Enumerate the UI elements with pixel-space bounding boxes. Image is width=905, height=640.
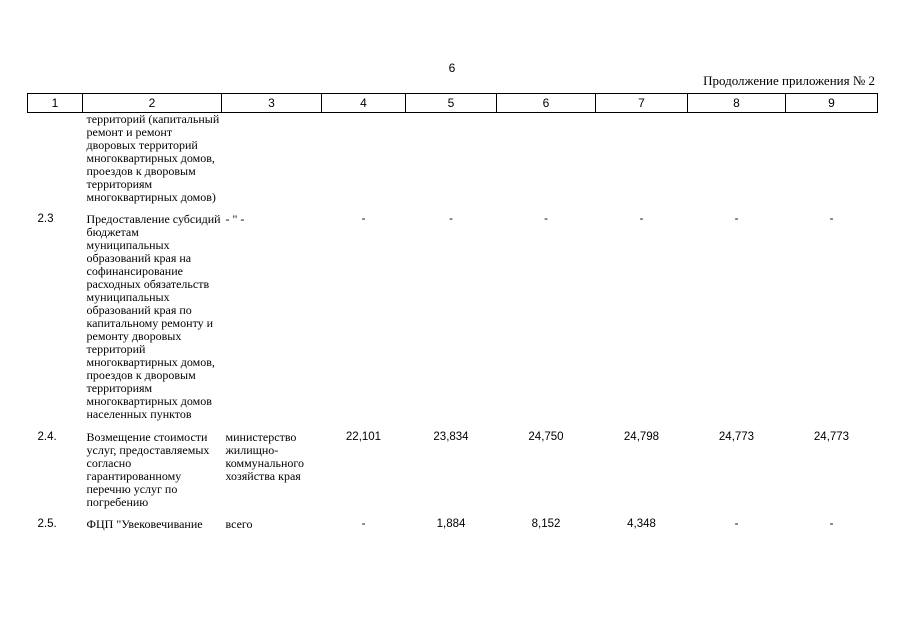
value-cell: - — [829, 518, 834, 530]
column-header: 9 — [786, 94, 878, 113]
row-number: 2.5. — [37, 518, 57, 530]
value-cell: - — [361, 213, 366, 225]
table-row — [28, 421, 878, 509]
continuation-label: Продолжение приложения № 2 — [703, 73, 875, 88]
value-cell — [786, 113, 878, 205]
table-row — [28, 113, 878, 205]
value-cell: - — [829, 213, 834, 225]
value-cell: 4,348 — [627, 518, 656, 530]
column-header: 3 — [222, 94, 322, 113]
column-header: 5 — [406, 94, 497, 113]
column-header: 7 — [596, 94, 688, 113]
value-cell — [497, 113, 596, 205]
value-cell: - — [544, 213, 548, 225]
value-cell: 23,834 — [433, 431, 469, 443]
value-cell: - — [639, 213, 644, 225]
value-cell: 1,884 — [436, 518, 466, 530]
value-cell — [688, 113, 786, 205]
column-header: 6 — [497, 94, 596, 113]
row-number — [28, 113, 83, 205]
value-cell: 24,798 — [623, 431, 660, 443]
page-number: 6 — [448, 61, 456, 75]
column-header: 2 — [83, 94, 222, 113]
executor: всего — [225, 517, 253, 531]
measure-name: Предоставление субсидий бюджетам муниципальных образований края на софинансирование расходных обязательств муниципальных образований края по капитальному ремонту и ремонту дворовых территорий многоквартирных домов, проездов к дворовым территориям многоквартирных домов населенных пунктов — [86, 212, 221, 421]
value-cell: - — [361, 518, 366, 530]
value-cell: 24,750 — [528, 431, 564, 443]
value-cell — [596, 113, 688, 205]
table-row — [28, 204, 878, 421]
value-cell: - — [734, 518, 739, 530]
column-number-row — [28, 94, 878, 113]
row-number: 2.3 — [37, 213, 54, 225]
value-cell: 24,773 — [718, 431, 755, 443]
executor: министерство жилищно-коммунального хозяйства края — [225, 430, 305, 483]
measure-name: ФЦП "Увековечивание — [86, 517, 203, 531]
value-cell — [322, 113, 406, 205]
measure-name: Возмещение стоимости услуг, предоставляемых согласно гарантированному перечню услуг по погребению — [86, 430, 210, 509]
value-cell: 24,773 — [813, 431, 850, 443]
value-cell: - — [734, 213, 739, 225]
row-number: 2.4. — [37, 431, 57, 443]
executor — [222, 113, 322, 205]
column-header: 4 — [322, 94, 406, 113]
executor: - " - — [225, 212, 245, 226]
value-cell: - — [449, 213, 453, 225]
table-row — [28, 509, 878, 531]
measure-name: территорий (капитальный ремонт и ремонт дворовых территорий многоквартирных домов, проездов к дворовым территориям многоквартирных домов) — [86, 112, 220, 204]
value-cell: 8,152 — [531, 518, 561, 530]
column-header: 1 — [28, 94, 83, 113]
value-cell — [406, 113, 497, 205]
value-cell: 22,101 — [345, 431, 382, 443]
column-header: 8 — [688, 94, 786, 113]
appendix-table — [27, 93, 878, 531]
